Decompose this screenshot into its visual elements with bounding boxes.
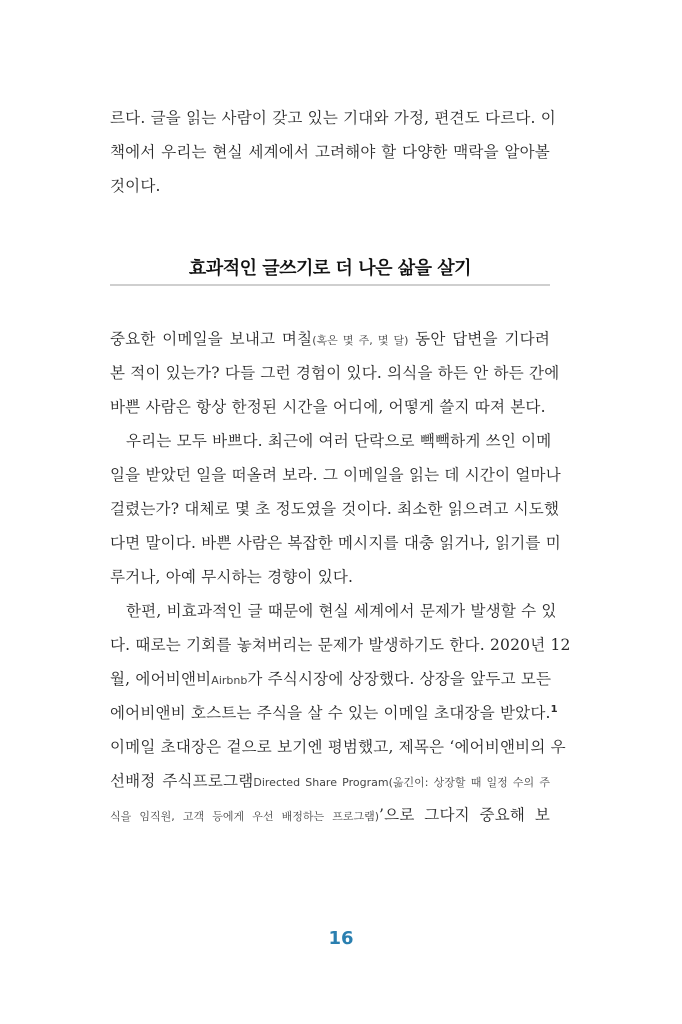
text-line bbox=[110, 424, 550, 458]
annotation-text: (혹은 몇 주, 몇 달) bbox=[312, 334, 409, 347]
text-line bbox=[110, 492, 560, 526]
text-line bbox=[110, 696, 558, 730]
text-segment: 가 주식시장에 상장했다. 상장을 앞두고 모든 bbox=[247, 670, 552, 688]
text-segment: 중요한 이메일을 보내고 며칠 bbox=[110, 330, 313, 348]
text-segment: ’으로 그다지 중요해 보 bbox=[379, 806, 550, 824]
heading-divider bbox=[110, 284, 550, 286]
text-line bbox=[110, 101, 556, 135]
text-segment: 르다. 글을 읽는 사람이 갖고 있는 기대와 가정, 편견도 다르다. 이 bbox=[110, 109, 556, 127]
text-line bbox=[110, 356, 560, 390]
body-text bbox=[110, 322, 571, 832]
annotation-text: (옮긴이: 상장할 때 일정 수의 주 bbox=[388, 776, 550, 789]
text-line bbox=[110, 628, 571, 662]
text-line bbox=[110, 730, 566, 764]
footnote-marker: 1 bbox=[550, 703, 558, 715]
text-segment: 한편, 비효과적인 글 때문에 현실 세계에서 문제가 발생할 수 있 bbox=[126, 602, 557, 620]
annotation-text: Airbnb bbox=[211, 674, 248, 687]
annotation-text: 식을 임직원, 고객 등에게 우선 배정하는 프로그램) bbox=[110, 810, 380, 823]
text-line bbox=[110, 135, 550, 169]
text-segment: 다면 말이다. 바쁜 사람은 복잡한 메시지를 대충 읽거나, 읽기를 미 bbox=[110, 534, 561, 552]
text-segment: 루거나, 아예 무시하는 경향이 있다. bbox=[110, 568, 354, 586]
section-heading: 효과적인 글쓰기로 더 나은 삶을 살기 bbox=[188, 258, 472, 279]
text-line bbox=[110, 662, 550, 696]
text-line bbox=[110, 798, 550, 832]
text-segment: 책에서 우리는 현실 세계에서 고려해야 할 다양한 맥락을 알아볼 bbox=[110, 143, 550, 161]
text-segment: 것이다. bbox=[110, 177, 161, 195]
annotation-text: Directed Share Program bbox=[253, 776, 389, 789]
text-line bbox=[110, 526, 561, 560]
text-segment: 월, 에어비앤비 bbox=[110, 670, 212, 688]
text-segment: 바쁜 사람은 항상 한정된 시간을 어디에, 어떻게 쓸지 따져 본다. bbox=[110, 398, 546, 416]
text-line bbox=[110, 458, 561, 492]
text-segment: 걸렸는가? 대체로 몇 초 정도였을 것이다. 최소한 읽으려고 시도했 bbox=[110, 500, 560, 518]
text-segment: 일을 받았던 일을 떠올려 보라. 그 이메일을 읽는 데 시간이 얼마나 bbox=[110, 466, 561, 484]
text-segment: 이메일 초대장은 겉으로 보기엔 평범했고, 제목은 ‘에어비앤비의 우 bbox=[110, 738, 566, 756]
page-number: 16 bbox=[328, 928, 354, 949]
text-line bbox=[110, 594, 557, 628]
text-segment: 에어비앤비 호스트는 주식을 살 수 있는 이메일 초대장을 받았다. bbox=[110, 704, 551, 722]
text-line bbox=[110, 169, 550, 203]
text-line bbox=[110, 390, 550, 424]
text-line bbox=[110, 764, 550, 798]
text-segment: 동안 답변을 기다려 bbox=[408, 330, 550, 348]
text-segment: 우리는 모두 바쁘다. 최근에 여러 단락으로 빽빽하게 쓰인 이메 bbox=[126, 432, 552, 450]
text-segment: 본 적이 있는가? 다들 그런 경험이 있다. 의식을 하든 안 하든 간에 bbox=[110, 364, 560, 382]
text-segment: 선배정 주식프로그램 bbox=[110, 772, 254, 790]
text-segment: 다. 때로는 기회를 놓쳐버리는 문제가 발생하기도 한다. 2020년 12 bbox=[110, 636, 571, 654]
text-line bbox=[110, 322, 550, 356]
text-line bbox=[110, 560, 550, 594]
top-paragraph bbox=[110, 101, 556, 203]
